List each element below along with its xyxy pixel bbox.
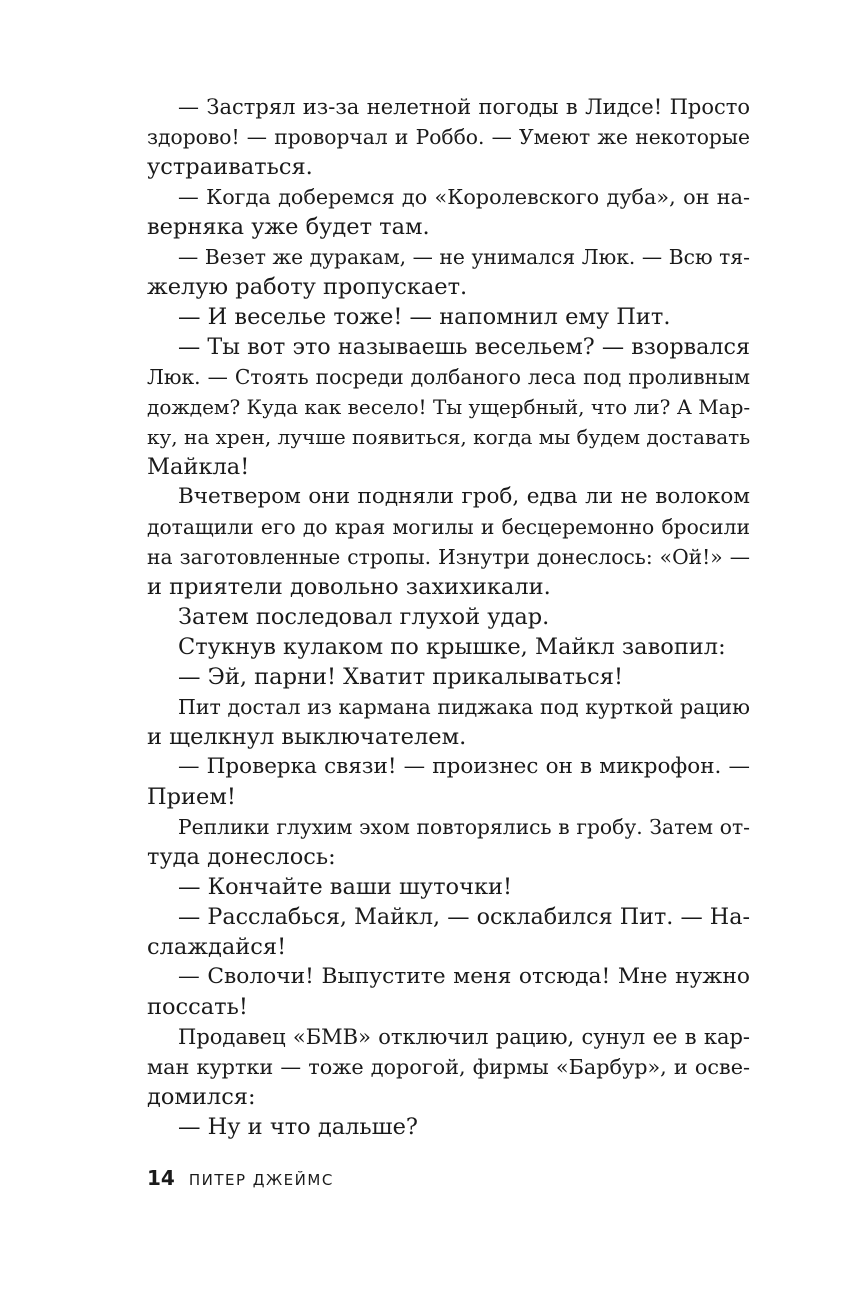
text-line: здорово! — проворчал и Роббо. — Умеют же некоторые <box>147 125 750 149</box>
text-line: и приятели довольно захихикали. <box>147 574 551 600</box>
running-head: ПИТЕР ДЖЕЙМС <box>188 1171 334 1189</box>
text-line: туда донеслось: <box>147 844 336 870</box>
text-line: Продавец «БМВ» отключил рацию, сунул ее в кар- <box>178 1025 750 1049</box>
text-line: Стукнув кулаком по крышке, Майкл завопил: <box>178 634 726 660</box>
text-line: Прием! <box>147 784 236 810</box>
text-line: Затем последовал глухой удар. <box>178 604 550 630</box>
text-line: дождем? Куда как весело! Ты ущербный, что ли? А Мар- <box>147 395 751 419</box>
text-line: — Ты вот это называешь весельем? — взорвался <box>178 334 750 360</box>
text-line: — Когда доберемся до «Королевского дуба», он на- <box>178 185 750 209</box>
text-line: Майкла! <box>147 454 250 480</box>
text-line: дотащили его до края могилы и бесцеремонно бросили <box>147 515 750 539</box>
text-line: домился: <box>147 1084 256 1110</box>
text-line: — И веселье тоже! — напомнил ему Пит. <box>178 304 671 330</box>
text-line: слаждайся! <box>147 934 287 960</box>
text-line: Люк. — Стоять посреди долбаного леса под проливным <box>147 365 750 389</box>
text-line: Пит достал из кармана пиджака под курткой рацию <box>178 695 750 719</box>
text-line: — Застрял из-за нелетной погоды в Лидсе! Просто <box>178 95 750 119</box>
page-number: 14 <box>147 1166 175 1190</box>
text-line: — Проверка связи! — произнес он в микрофон. — <box>178 754 750 779</box>
text-line: и щелкнул выключателем. <box>147 724 467 750</box>
text-line: — Везет же дуракам, — не унимался Люк. — Всю тя- <box>178 245 750 269</box>
text-line: Реплики глухим эхом повторялись в гробу. Затем от- <box>178 815 750 839</box>
text-line: — Ну и что дальше? <box>178 1114 418 1140</box>
text-line: — Эй, парни! Хватит прикалываться! <box>178 664 624 690</box>
text-line: на заготовленные стропы. Изнутри донеслось: «Ой!» — <box>147 545 750 569</box>
text-line: ман куртки — тоже дорогой, фирмы «Барбур», и осве- <box>147 1055 750 1079</box>
page-footer <box>147 1166 334 1190</box>
text-line: — Сволочи! Выпустите меня отсюда! Мне нужно <box>178 964 750 989</box>
text-line: желую работу пропускает. <box>147 274 468 300</box>
text-line: устраиваться. <box>147 154 313 180</box>
text-line: верняка уже будет там. <box>147 214 430 240</box>
text-line: — Кончайте ваши шуточки! <box>178 874 513 900</box>
text-line: ку, на хрен, лучше появиться, когда мы будем доставать <box>147 425 751 449</box>
text-line: поссать! <box>147 994 248 1020</box>
text-line: Вчетвером они подняли гроб, едва ли не волоком <box>178 484 750 509</box>
text-line: — Расслабься, Майкл, — осклабился Пит. — На- <box>178 904 750 930</box>
body-text <box>147 92 750 1142</box>
